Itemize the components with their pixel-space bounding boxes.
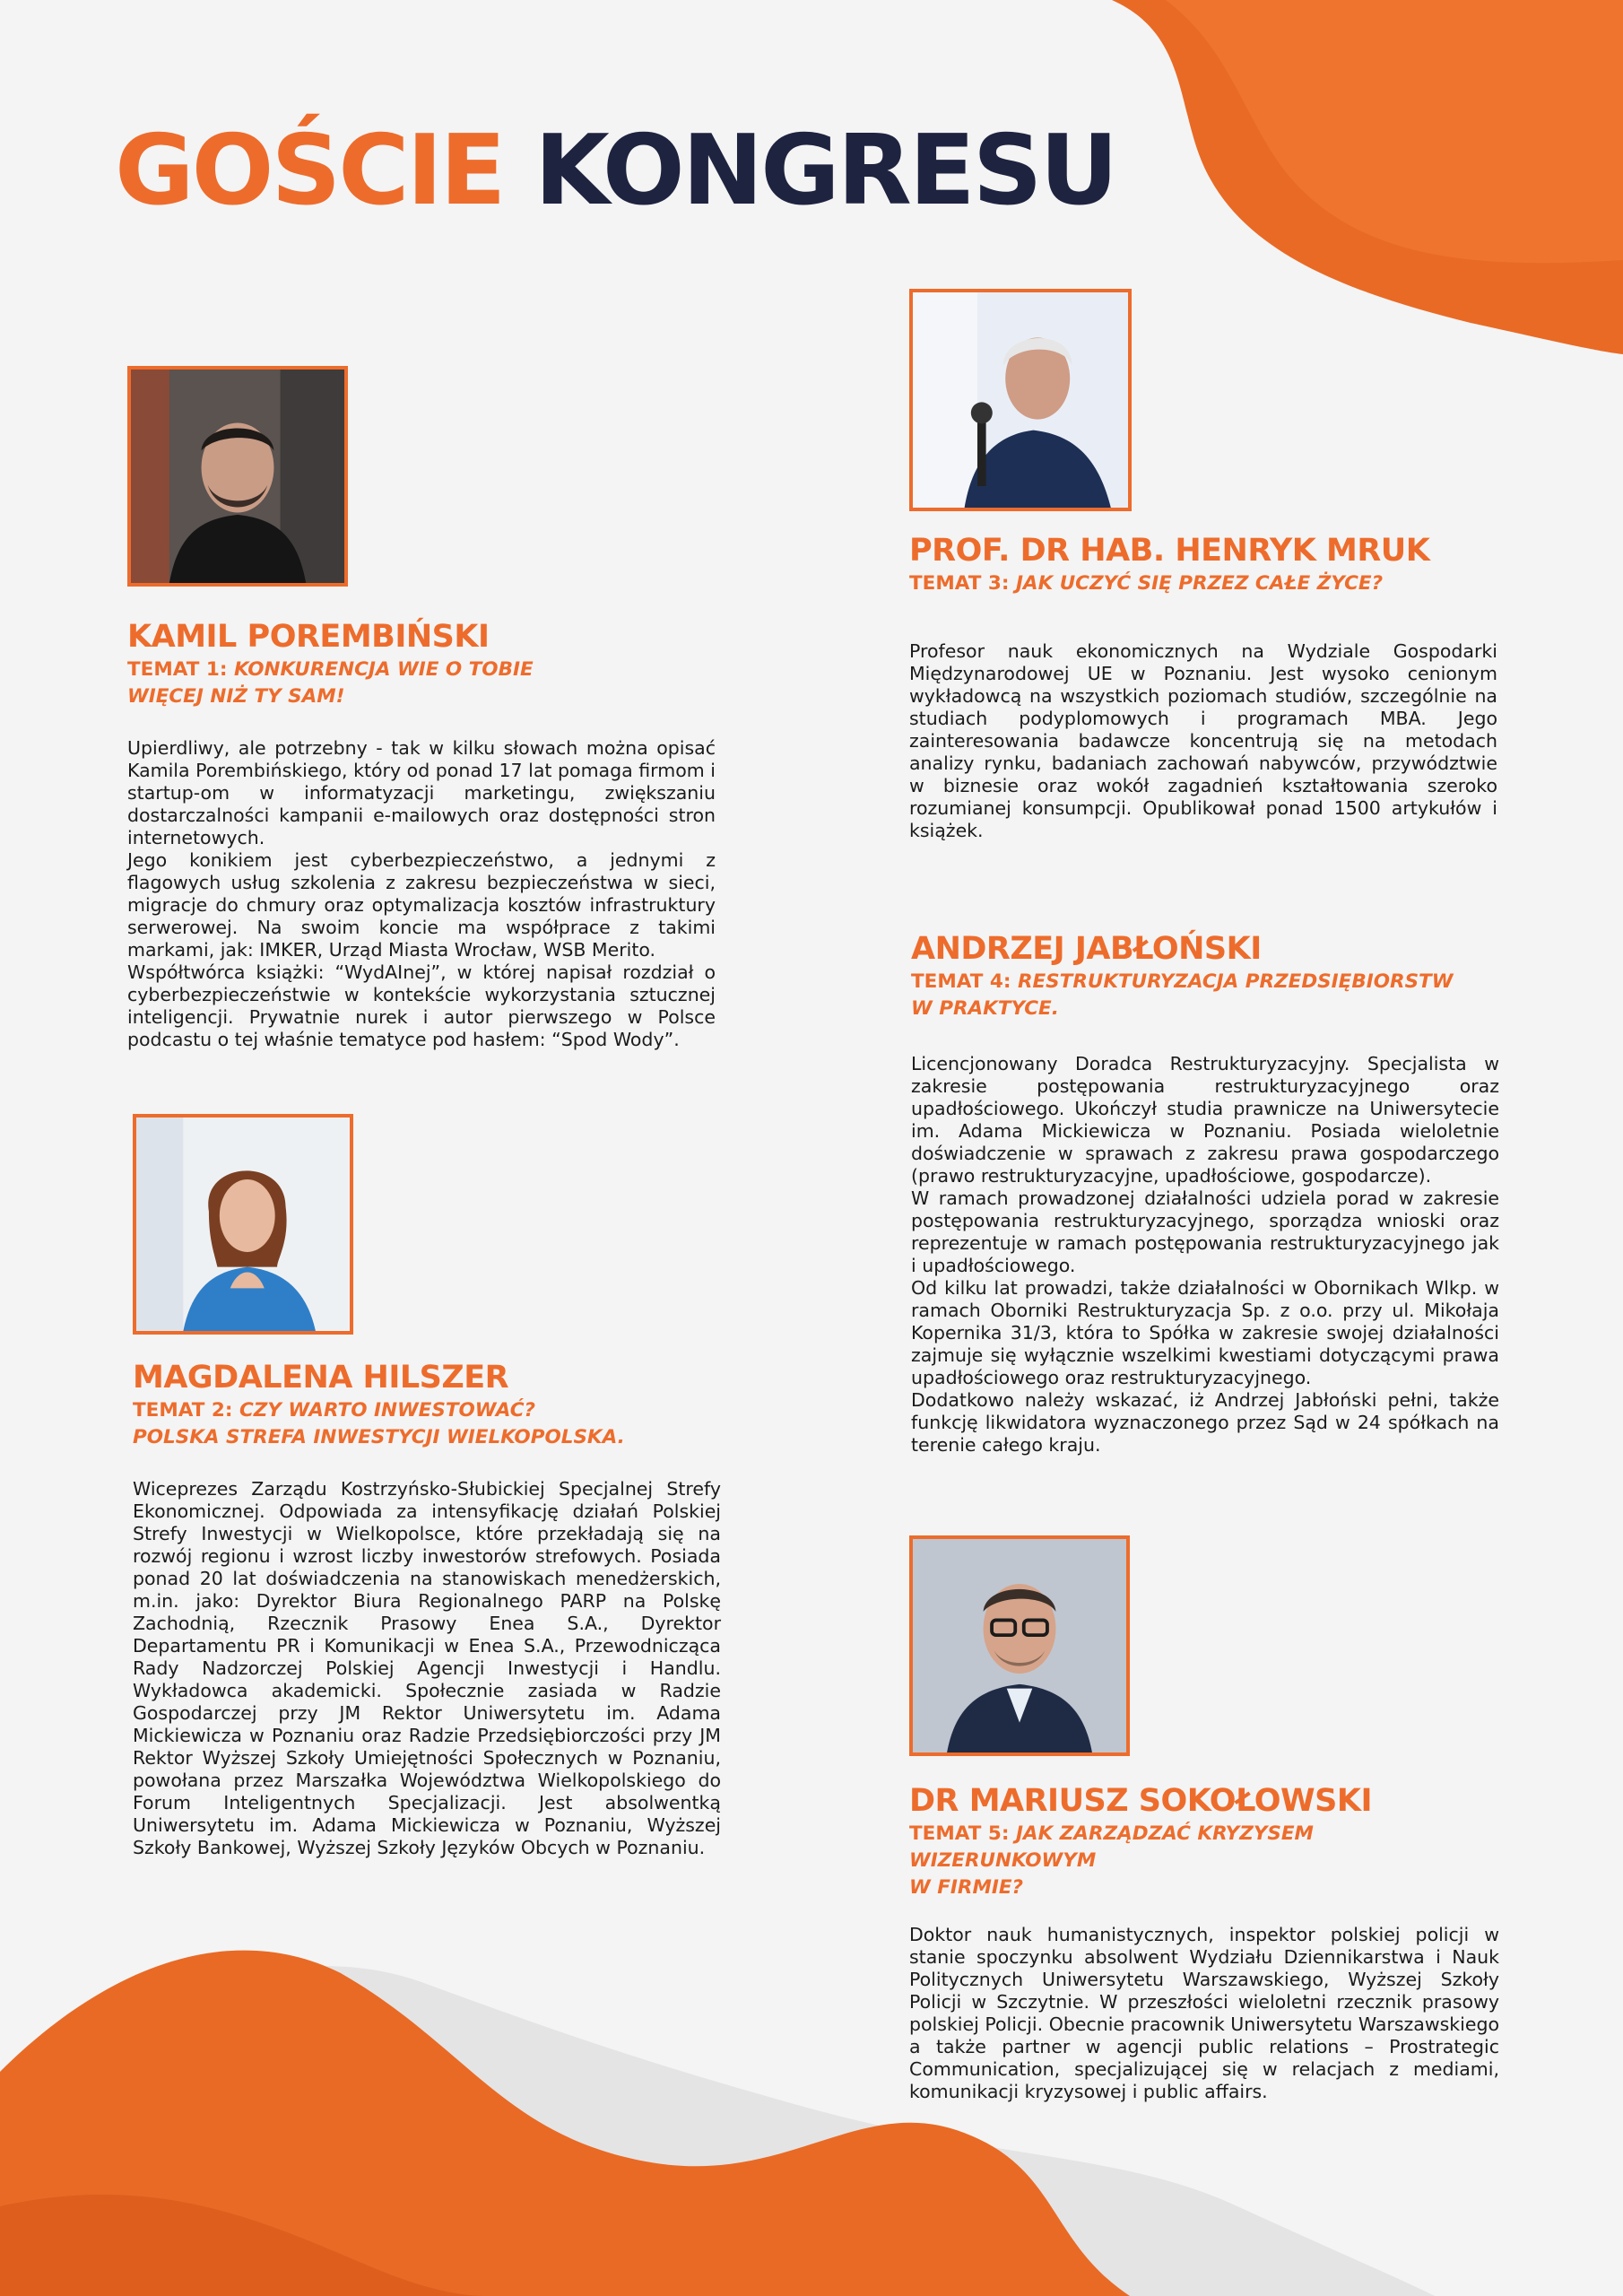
guest-card-hilszer — [133, 1114, 725, 1859]
guest-card-mruk — [909, 289, 1501, 842]
bio-paragraph: Dodatkowo należy wskazać, iż Andrzej Jabłoński pełni, także funkcję likwidatora wyznaczonego przez Sąd w 24 spółkach na terenie całego kraju. — [911, 1389, 1499, 1457]
guest-card-sokolowski — [909, 1535, 1503, 2103]
guest-photo — [127, 366, 348, 587]
topic-title-line: CZY WARTO INWESTOWAĆ? — [239, 1399, 535, 1422]
topic-title-line: JAK UCZYĆ SIĘ PRZEZ CAŁE ŻYCE? — [1015, 572, 1384, 596]
topic-title-line: RESTRUKTURYZACJA PRZEDSIĘBIORSTW — [1017, 970, 1454, 994]
guest-name: ANDRZEJ JABŁOŃSKI — [911, 931, 1262, 967]
bio-paragraph: Doktor nauk humanistycznych, inspektor polskiej policji w stanie spoczynku absolwent Wydziału Dziennikarstwa i Nauk Politycznych Uniwersytetu Warszawskiego, Wyższej Szkoły Policji w Szczytnie. W przeszłości wieloletni rzecznik prasowy polskiej Policji. Obecnie pracownik Uniwersytetu Warszawskiego a także partner w agencji public relations – Prostrategic Communication, specjalizującej się w relacjach z mediami, komunikacji kryzysowej i public affairs. — [909, 1923, 1499, 2102]
guest-card-jablonski — [911, 931, 1503, 1457]
topic-title-line: JAK ZARZĄDZAĆ KRYZYSEM WIZERUNKOWYM — [909, 1822, 1314, 1873]
bio-paragraph: Jego konikiem jest cyberbezpieczeństwo, a jednymi z flagowych usług szkolenia z zakresu bezpieczeństwa w sieci, migracje do chmury oraz optymalizacja kosztów infrastruktury serwerowej. Na swoim koncie ma współprace z takimi markami, jak: IMKER, Urząd Miasta Wrocław, WSB Merito. — [127, 849, 716, 961]
guest-bio — [127, 737, 716, 1051]
topic-title-line: KONKURENCJA WIE O TOBIE — [233, 658, 534, 682]
topic-title-line: WIĘCEJ NIŻ TY SAM! — [127, 685, 345, 709]
guest-name: PROF. DR HAB. HENRYK MRUK — [909, 533, 1430, 569]
guest-card-porembinski — [127, 366, 719, 1051]
page-title — [115, 115, 1116, 227]
guest-topic — [909, 570, 1501, 597]
guest-name: KAMIL POREMBIŃSKI — [127, 619, 490, 655]
guest-name: MAGDALENA HILSZER — [133, 1360, 509, 1396]
topic-label: TEMAT 1: — [127, 658, 228, 682]
topic-title-line: W FIRMIE? — [909, 1876, 1023, 1900]
guest-bio — [909, 1924, 1499, 2103]
guest-photo — [909, 289, 1132, 511]
title-rest: KONGRESU — [534, 115, 1116, 227]
topic-title-line: W PRAKTYCE. — [911, 997, 1059, 1021]
bio-paragraph: W ramach prowadzonej działalności udziela porad w zakresie postępowania restrukturyzacyjnego, sporządza wnioski oraz reprezentuje w ramach postępowania restrukturyzacyjnego jak i upadłościowego. — [911, 1187, 1499, 1277]
topic-label: TEMAT 4: — [911, 970, 1011, 994]
guest-photo — [133, 1114, 353, 1335]
bio-paragraph: Wiceprezes Zarządu Kostrzyńsko-Słubickiej Specjalnej Strefy Ekonomicznej. Odpowiada za intensyfikację działań Polskiej Strefy Inwestycji w Wielkopolsce, które przekładają się na rozwój regionu i wzrost liczby inwestorów strefowych. Posiada ponad 20 lat doświadczenia na stanowiskach menedżerskich, m.in. jako: Dyrektor Biura Regionalnego PARP na Polskę Zachodnią, Rzecznik Prasowy Enea S.A., Dyrektor Departamentu PR i Komunikacji w Enea S.A., Przewodnicząca Rady Nadzorczej Polskiej Agencji Inwestycji i Handlu. Wykładowca akademicki. Społecznie zasiada w Radzie Gospodarczej przy JM Rektor Uniwersytetu im. Adama Mickiewicza w Poznaniu oraz Radzie Przedsiębiorczości przy JM Rektor Wyższej Szkoły Umiejętności Społecznych w Poznaniu, powołana przez Marszałka Województwa Wielkopolskiego do Forum Inteligentnych Specjalizacji. Jest absolwentką Uniwersytetu im. Adama Mickiewicza w Poznaniu, Wyższej Szkoły Bankowej, Wyższej Szkoły Języków Obcych w Poznaniu. — [133, 1478, 721, 1859]
guest-bio — [909, 640, 1497, 842]
bio-paragraph: Od kilku lat prowadzi, także działalności w Obornikach Wlkp. w ramach Oborniki Restrukturyzacja Sp. z o.o. przy ul. Mikołaja Kopernika 31/3, która to Spółka w zakresie swojej działalności zajmuje się wyłącznie wszelkimi kwestiami dotyczącymi prawa upadłościowego oraz restrukturyzacyjnego. — [911, 1277, 1499, 1389]
bio-paragraph: Upierdliwy, ale potrzebny - tak w kilku słowach można opisać Kamila Porembińskiego, który od ponad 17 lat pomaga firmom i startup-om w informatyzacji marketingu, zwiększaniu dostarczalności kampanii e-mailowych oraz dostępności stron internetowych. — [127, 737, 716, 849]
guest-photo — [909, 1535, 1130, 1756]
guest-topic — [133, 1397, 725, 1451]
guest-topic — [127, 657, 719, 710]
guest-bio — [911, 1053, 1499, 1457]
guest-topic — [911, 969, 1503, 1022]
guest-name: DR MARIUSZ SOKOŁOWSKI — [909, 1783, 1372, 1819]
bio-paragraph: Współtwórca książki: “WydAInej”, w której napisał rozdział o cyberbezpieczeństwie w kontekście wykorzystania sztucznej inteligencji. Prywatnie nurek i autor pierwszego w Polsce podcastu o tej właśnie tematyce pod hasłem: “Spod Wody”. — [127, 961, 716, 1051]
topic-title-line: POLSKA STREFA INWESTYCJI WIELKOPOLSKA. — [133, 1426, 625, 1449]
guest-bio — [133, 1478, 721, 1859]
bio-paragraph: Licencjonowany Doradca Restrukturyzacyjny. Specjalista w zakresie postępowania restrukturyzacyjnego oraz upadłościowego. Ukończył studia prawnicze na Uniwersytecie im. Adama Mickiewicza w Poznaniu. Posiada wieloletnie doświadczenie w sprawach z zakresu prawa gospodarczego (prawo restrukturyzacyjne, upadłościowe, gospodarcze). — [911, 1053, 1499, 1187]
guest-topic — [909, 1821, 1503, 1901]
topic-label: TEMAT 5: — [909, 1822, 1010, 1846]
title-accent: GOŚCIE — [115, 115, 504, 227]
topic-label: TEMAT 3: — [909, 572, 1010, 596]
bio-paragraph: Profesor nauk ekonomicznych na Wydziale Gospodarki Międzynarodowej UE w Poznaniu. Jest wysoko cenionym wykładowcą na wszystkich poziomach studiów, szczególnie na studiach podyplomowych i programach MBA. Jego zainteresowania badawcze koncentrują się na metodach analizy rynku, badaniach zachowań nabywców, przywództwie w biznesie oraz wokół zagadnień kształtowania szeroko rozumianej konsumpcji. Opublikował ponad 1500 artykułów i książek. — [909, 640, 1497, 842]
topic-label: TEMAT 2: — [133, 1399, 233, 1422]
